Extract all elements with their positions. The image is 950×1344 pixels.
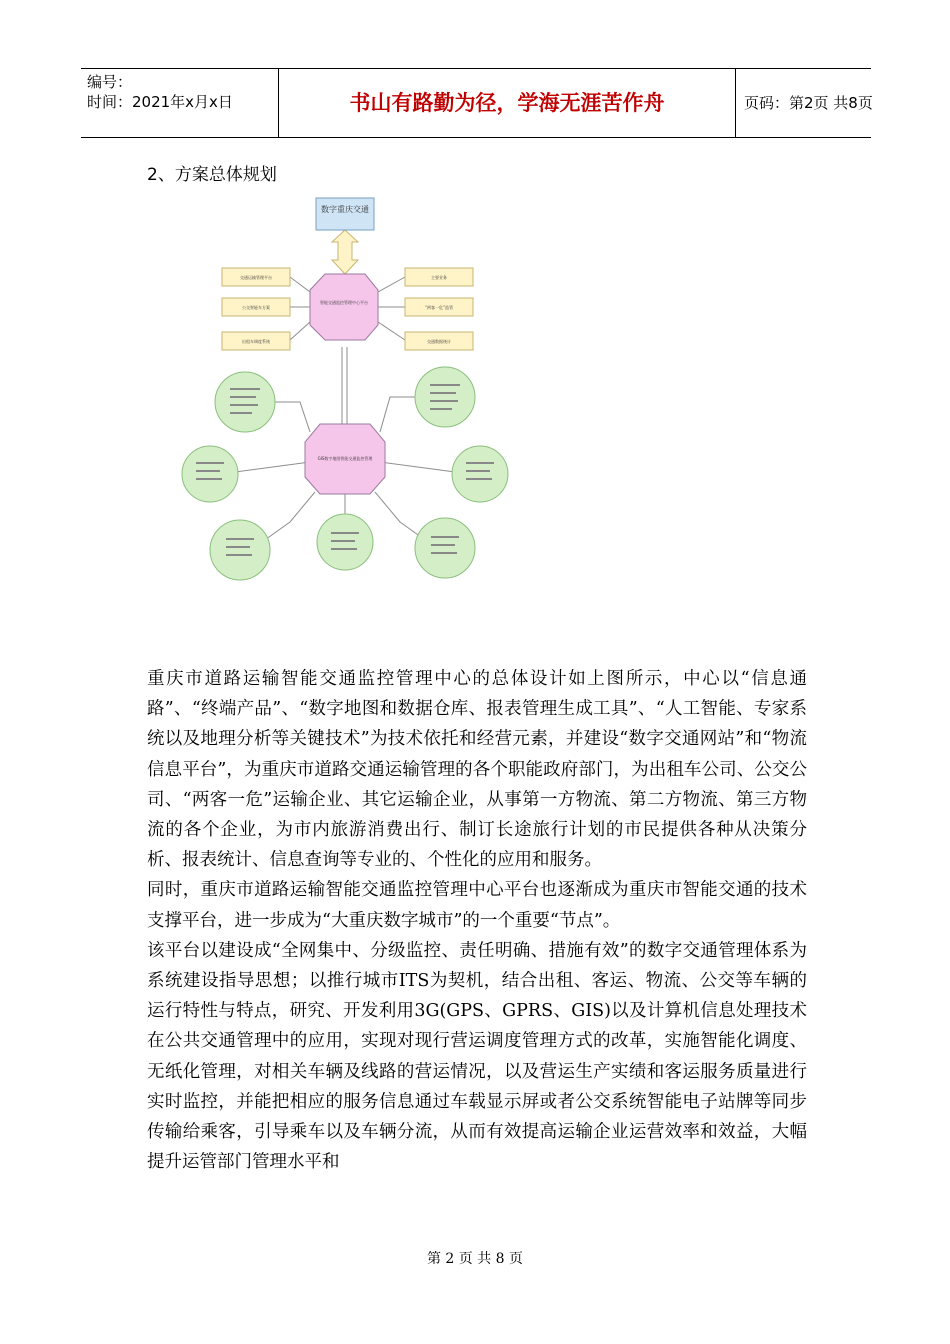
left-box-2: 公交智能车方案: [242, 305, 270, 310]
paragraph-1: 重庆市道路运输智能交通监控管理中心的总体设计如上图所示，中心以“信息通路”、“终端产品”、“数字地图和数据仓库、报表管理生成工具”、“人工智能、专家系统以及地理分析等关键技术”为技术依托和经营元素，并建设“数字交通网站”和“物流信息平台”，为重庆市道路交通运输管理的各个职能政府部门，为出租车公司、公交公司、“两客一危”运输企业、其它运输企业，从事第一方物流、第二方物流、第三方物流的各个企业，为市内旅游消费出行、制订长途旅行计划的市民提供各种从决策分析、报表统计、信息查询等专业的、个性化的应用和服务。: [147, 669, 807, 871]
left-box-3: 出租车调度系统: [242, 339, 270, 344]
paragraph-3: 该平台以建设成“全网集中、分级监控、责任明确、措施有效”的数字交通管理体系为系统建设指导思想；以推行城市ITS为契机，结合出租、客运、物流、公交等车辆的运行特性与特点，研究、开发利用3G(GPS、GPRS、GIS)以及计算机信息处理技术在公共交通管理中的应用，实现对现行营运调度管理方式的改革，实施智能化调度、无纸化管理，对相关车辆及线路的营运情况，以及营运生产实绩和客运服务质量进行实时监控，并能把相应的服务信息通过车载显示屏或者公交系统智能电子站牌等同步传输给乘客，引导乘车以及车辆分流，从而有效提高运输企业运营效率和效益，大幅提升运管部门管理水平和: [147, 940, 807, 1173]
page-indicator: 页码：第2页 共8页: [744, 94, 873, 112]
left-box-1: 交通运输管理平台: [240, 275, 272, 280]
left-boxes: [222, 268, 290, 350]
page-header: [81, 68, 871, 138]
upper-octagon: [310, 274, 378, 340]
page-footer: 第 2 页 共 8 页: [426, 1251, 524, 1267]
lower-center-label: GIS数字地图智能交通监控管理: [317, 456, 373, 461]
date-label: 时间：2021年x月x日: [87, 93, 233, 111]
number-label: 编号：: [87, 73, 133, 91]
right-box-3: 交通数据统计: [427, 339, 451, 344]
paragraph-2: 同时，重庆市道路运输智能交通监控管理中心平台也逐渐成为重庆市智能交通的技术支撑平台，进一步成为“大重庆数字城市”的一个重要“节点”。: [147, 880, 807, 931]
motto: 书山有路勤为径，学海无涯苦作舟: [279, 69, 736, 137]
top-arrow: [332, 230, 358, 274]
top-box-label: 数字重庆交通: [321, 205, 369, 214]
right-boxes: [405, 268, 473, 350]
right-box-2: “两客一危”监管: [424, 305, 454, 310]
section-title: 2、方案总体规划: [147, 165, 277, 185]
body-text: [147, 664, 807, 1177]
right-box-1: 主要业务: [431, 275, 447, 280]
top-box: [316, 198, 374, 230]
upper-center-label: 智能交通监控管理中心平台: [320, 300, 368, 305]
header-left-cell: [81, 69, 279, 137]
architecture-diagram: [180, 192, 530, 600]
